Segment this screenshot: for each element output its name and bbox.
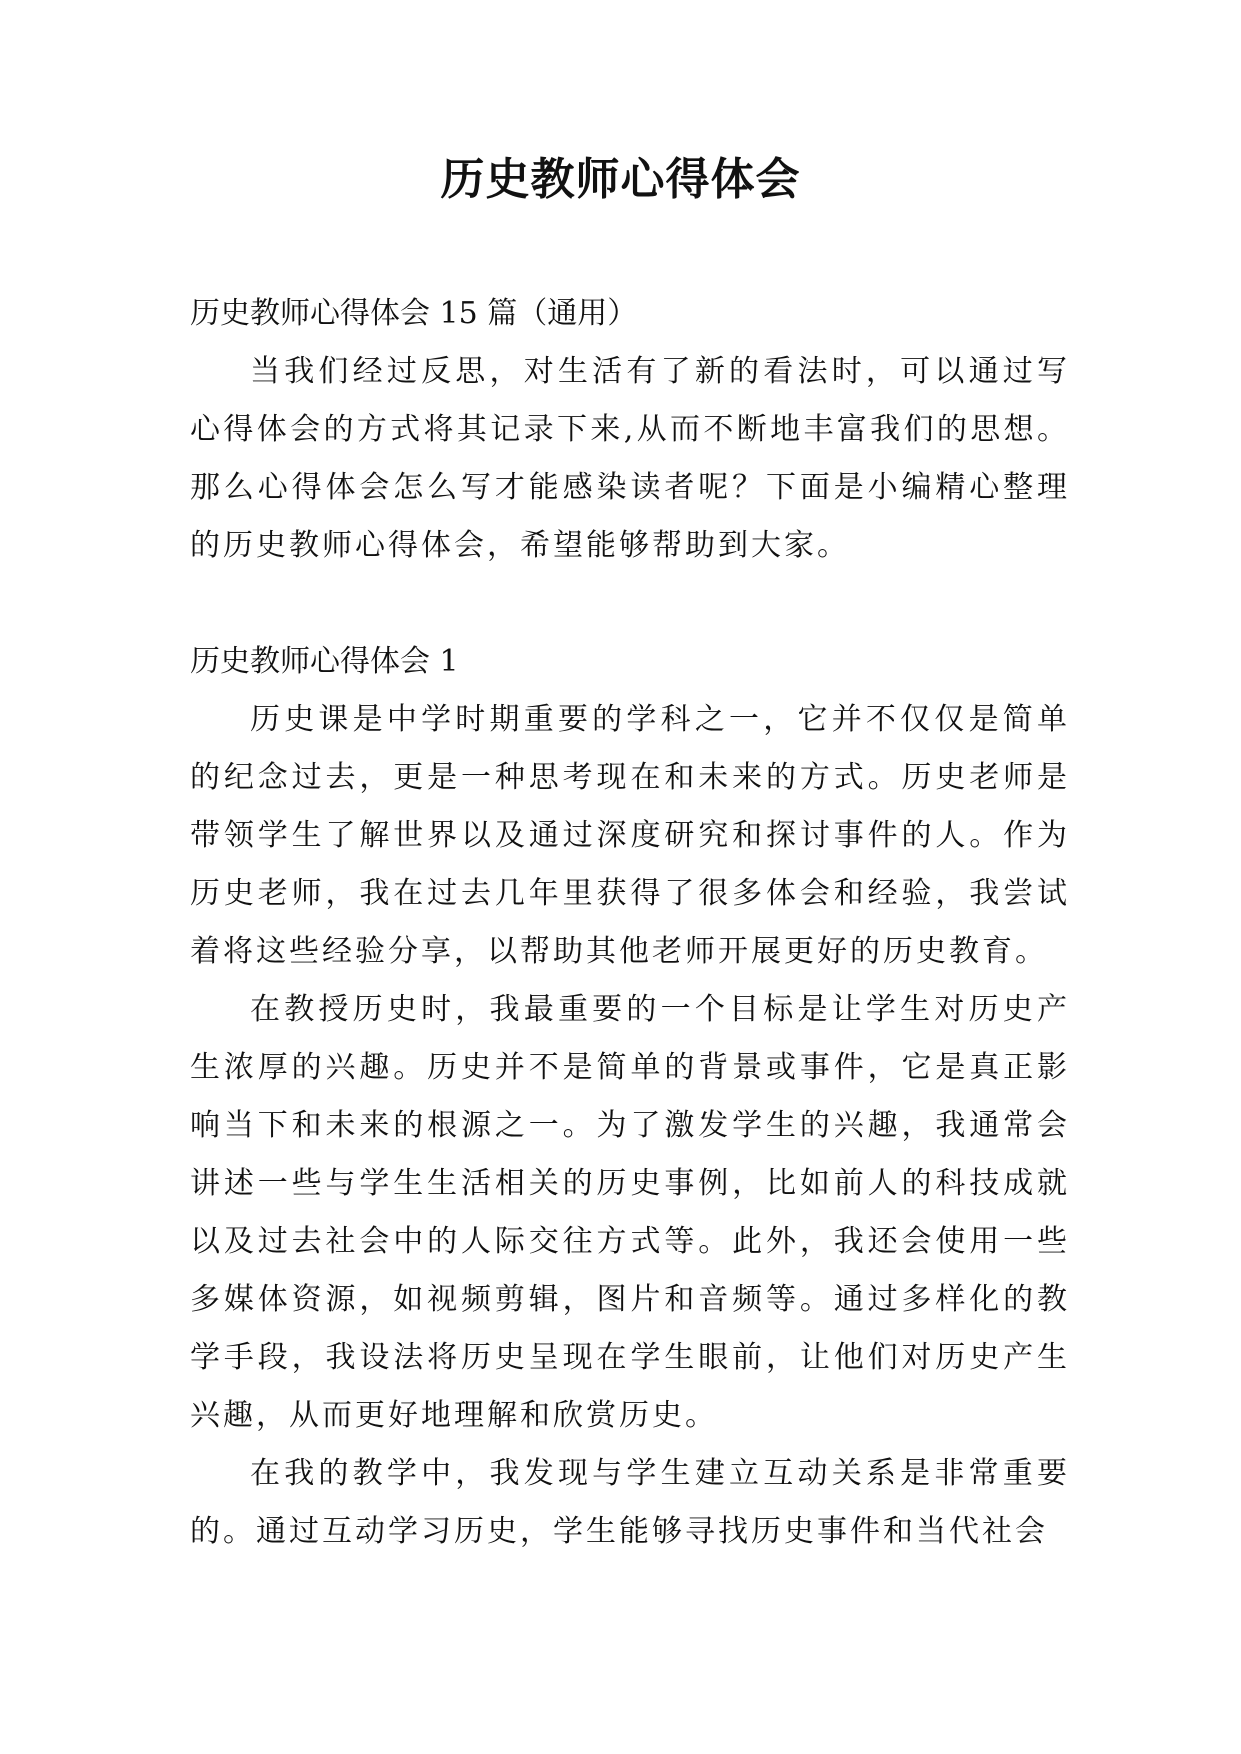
intro-paragraph: 当我们经过反思，对生活有了新的看法时，可以通过写心得体会的方式将其记录下来,从而不断地丰富我们的思想。那么心得体会怎么写才能感染读者呢？下面是小编精心整理的历史教师心得体会，希望能够帮助到大家。 — [190, 354, 1070, 563]
body-paragraph-3: 在我的教学中，我发现与学生建立互动关系是非常重要的。通过互动学习历史，学生能够寻找历史事件和当代社会 — [190, 1456, 1070, 1549]
document-title: 历史教师心得体会 — [440, 154, 801, 205]
body-paragraph-2: 在教授历史时，我最重要的一个目标是让学生对历史产生浓厚的兴趣。历史并不是简单的背景或事件，它是真正影响当下和未来的根源之一。为了激发学生的兴趣，我通常会讲述一些与学生生活相关的历史事例，比如前人的科技成就以及过去社会中的人际交往方式等。此外，我还会使用一些多媒体资源，如视频剪辑，图片和音频等。通过多样化的教学手段，我设法将历史呈现在学生眼前，让他们对历史产生兴趣，从而更好地理解和欣赏历史。 — [190, 992, 1070, 1433]
section-heading: 历史教师心得体会 1 — [190, 644, 459, 679]
section-spacer — [190, 575, 1070, 633]
document-body — [190, 285, 1070, 1561]
document-subtitle: 历史教师心得体会 15 篇（通用） — [190, 296, 638, 331]
body-paragraph-1: 历史课是中学时期重要的学科之一，它并不仅仅是简单的纪念过去，更是一种思考现在和未来的方式。历史老师是带领学生了解世界以及通过深度研究和探讨事件的人。作为历史老师，我在过去几年里获得了很多体会和经验，我尝试着将这些经验分享，以帮助其他老师开展更好的历史教育。 — [190, 702, 1070, 969]
